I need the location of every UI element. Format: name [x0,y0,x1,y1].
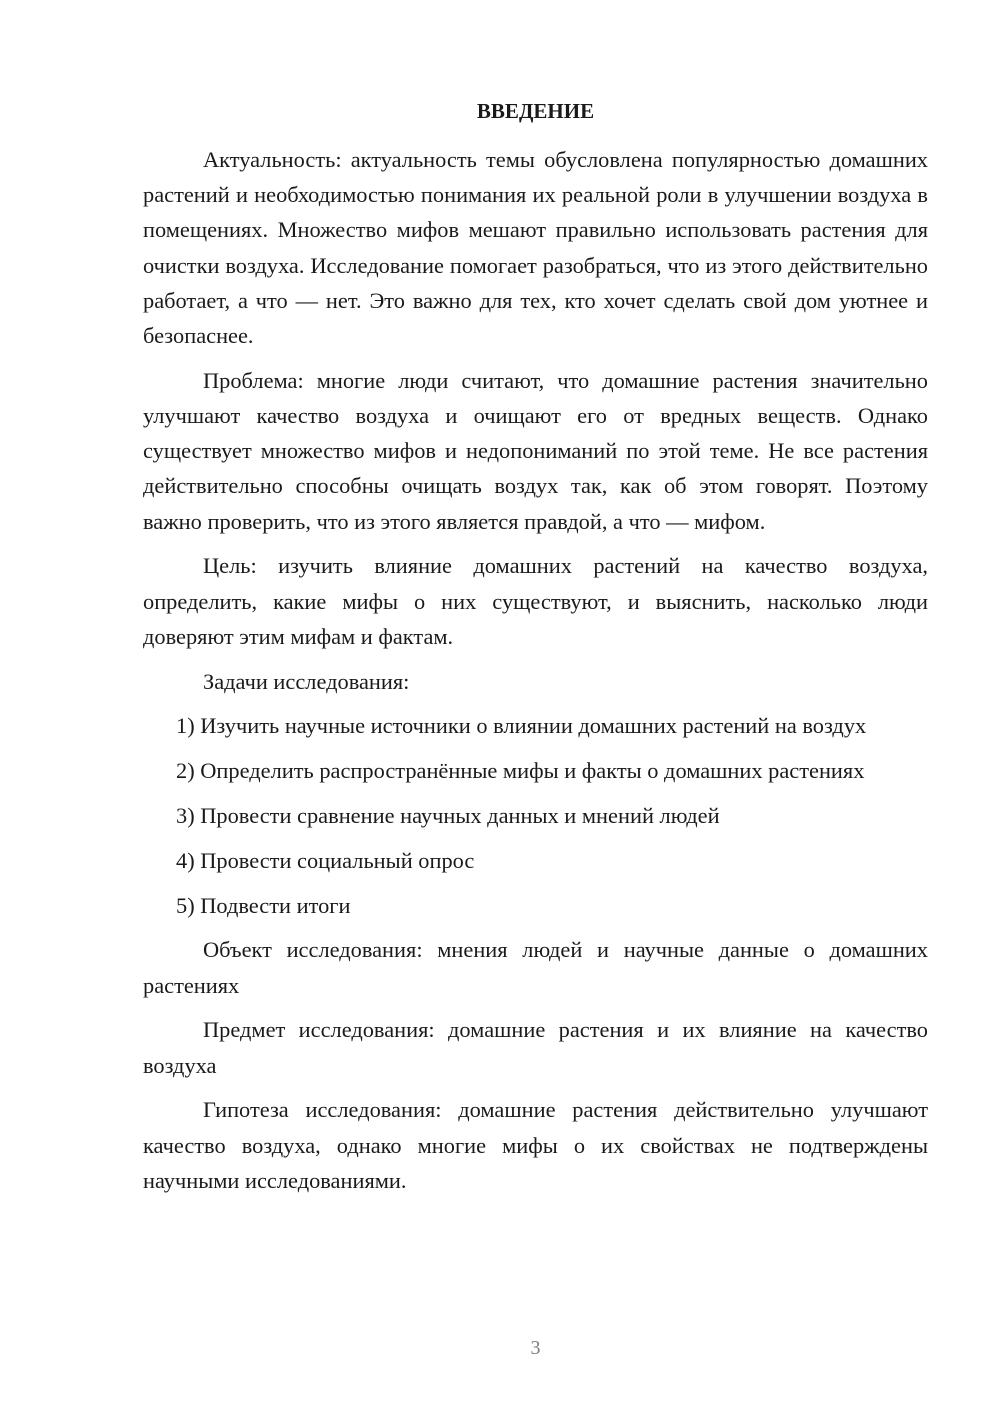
task-item-3: 3) Провести сравнение научных данных и мнений людей [176,803,720,829]
page-title: ВВЕДЕНИЕ [476,99,595,123]
paragraph-goal: Цель: изучить влияние домашних растений на качество воздуха, определить, какие мифы о них существуют, и выяснить, насколько люди доверяют этим мифам и фактам. [143,553,928,649]
task-item-5: 5) Подвести итоги [176,892,351,918]
tasks-heading: Задачи исследования: [203,668,410,694]
page-number: 3 [530,1337,541,1359]
paragraph-subject: Предмет исследования: домашние растения и их влияние на качество воздуха [143,1017,928,1078]
paragraph-object: Объект исследования: мнения людей и научные данные о домашних растениях [143,937,928,998]
paragraph-problem: Проблема: многие люди считают, что домашние растения значительно улучшают качество воздуха и очищают его от вредных веществ. Однако существует множество мифов и недопониманий по этой теме. Не все растения действительно способны очищать воздух так, как об этом говорят. Поэтому важно проверить, что из этого является правдой, а что — мифом. [143,367,928,534]
paragraph-hypothesis: Гипотеза исследования: домашние растения действительно улучшают качество воздуха, однако многие мифы о их свойствах не подтверждены научными исследованиями. [143,1097,928,1193]
document-page [143,0,928,1414]
page-content [143,142,928,1208]
task-item-1: 1) Изучить научные источники о влиянии домашних растений на воздух [176,713,867,739]
paragraph-relevance: Актуальность: актуальность темы обусловлена популярностью домашних растений и необходимостью понимания их реальной роли в улучшении воздуха в помещениях. Множество мифов мешают правильно использовать растения для очистки воздуха. Исследование помогает разобраться, что из этого действительно работает, а что — нет. Это важно для тех, кто хочет сделать свой дом уютнее и безопаснее. [143,147,928,349]
task-item-4: 4) Провести социальный опрос [176,847,475,873]
task-item-2: 2) Определить распространённые мифы и факты о домашних растениях [176,758,865,784]
